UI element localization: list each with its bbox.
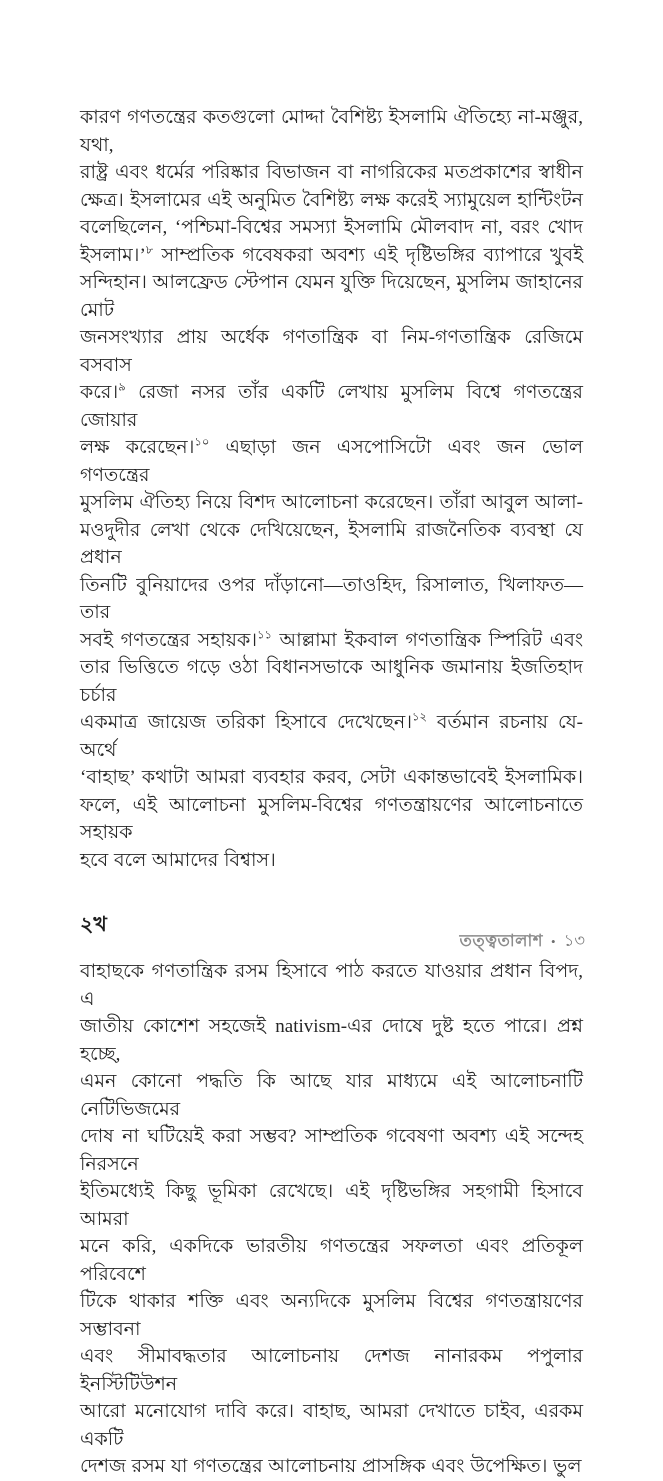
text-line: আরো মনোযোগ দাবি করে। বাহাছ, আমরা দেখাতে চাইব, এরকম একটি [80, 1401, 583, 1450]
text-line: ফলে, এই আলোচনা মুসলিম-বিশ্বের গণতন্ত্রায়ণের আলোচনাতে সহায়ক [80, 794, 583, 843]
text-line: তিনটি বুনিয়াদের ওপর দাঁড়ানো—তাওহিদ, রিসালাত, খিলাফত—তার [80, 574, 583, 623]
text-line: জাতীয় কোশেশ সহজেই nativism-এর দোষে দুষ্ট হতে পারে। প্রশ্ন হচ্ছে, [80, 1016, 583, 1065]
text-line: হবে বলে আমাদের বিশ্বাস। [80, 849, 276, 871]
text-line: সন্দিহান। আলফ্রেড স্টেপান যেমন যুক্তি দিয়েছেন, মুসলিম জাহানের মোট [80, 272, 583, 321]
page-footer [459, 928, 585, 955]
text-line: দেশজ রসম যা গণতন্ত্রের আলোচনায় প্রাসঙ্গিক এবং উপেক্ষিত। ভুল [80, 1456, 582, 1477]
page-content [80, 104, 583, 1481]
text-line: ক্ষেত্র। ইসলামের এই অনুমিত বৈশিষ্ট্য লক্ষ করেই স্যামুয়েল হান্টিংটন [80, 189, 583, 211]
text-line: রাষ্ট্র এবং ধর্মের পরিষ্কার বিভাজন বা নাগরিকের মতপ্রকাশের স্বাধীন [80, 162, 583, 183]
journal-title: তত্ত্বতালাশ [459, 931, 543, 950]
text-line: মওদুদীর লেখা থেকে দেখিয়েছেন, ইসলামি রাজনৈতিক ব্যবস্থা যে প্রধান [80, 519, 583, 568]
text-line: মনে করি, একদিকে ভারতীয় গণতন্ত্রের সফলতা এবং প্রতিকূল পরিবেশে [80, 1236, 583, 1285]
text-line: লক্ষ করেছেন।$^{১০}$ এছাড়া জন এসপোসিটো এবং জন ভোল গণতন্ত্রের [80, 436, 583, 486]
text-line: দোষ না ঘটিয়েই করা সম্ভব? সাম্প্রতিক গবেষণা অবশ্য এই সন্দেহ নিরসনে [80, 1126, 583, 1175]
footnote-marker: ৮ [145, 244, 154, 257]
text-line: টিকে থাকার শক্তি এবং অন্যদিকে মুসলিম বিশ্বের গণতন্ত্রায়ণের সম্ভাবনা [80, 1291, 583, 1340]
page-number: ১৩ [563, 931, 585, 950]
text-line: কারণ গণতন্ত্রের কতগুলো মোদ্দা বৈশিষ্ট্য ইসলামি ঐতিহ্যে না-মঞ্জুর, যথা, [80, 107, 583, 156]
text-line: এবং সীমাবদ্ধতার আলোচনায় দেশজ নানারকম পপুলার ইনস্টিটিউশন [80, 1346, 583, 1395]
text-line: সবই গণতন্ত্রের সহায়ক।$^{১১}$ আল্লামা ইকবাল গণতান্ত্রিক স্পিরিট এবং [80, 629, 583, 651]
text-line: এমন কোনো পদ্ধতি কি আছে যার মাধ্যমে এই আলোচনাটি নেটিভিজমের [80, 1071, 583, 1120]
text-line: ইসলাম।’$^৮$ সাম্প্রতিক গবেষকরা অবশ্য এই দৃষ্টিভঙ্গির ব্যাপারে খুবই [80, 244, 583, 266]
text-line: জনসংখ্যার প্রায় অর্ধেক গণতান্ত্রিক বা নিম-গণতান্ত্রিক রেজিমে বসবাস [80, 327, 583, 376]
footnote-marker: ৯ [118, 381, 126, 394]
text-line: মুসলিম ঐতিহ্য নিয়ে বিশদ আলোচনা করেছেন। তাঁরা আবুল আলা- [80, 492, 583, 513]
text-line: বলেছিলেন, ‘পশ্চিমা-বিশ্বের সমস্যা ইসলামি মৌলবাদ না, বরং খোদ [80, 217, 583, 238]
text-line: করে।$^৯$ রেজা নসর তাঁর একটি লেখায় মুসলিম বিশ্বে গণতন্ত্রের জোয়ার [80, 381, 583, 431]
footnote-marker: ১২ [412, 711, 427, 724]
paragraph-bahas-nativism [80, 958, 583, 1481]
footnote-marker: ১১ [257, 629, 272, 642]
text-line: ইতিমধ্যেই কিছু ভূমিকা রেখেছে। এই দৃষ্টিভঙ্গির সহগামী হিসাবে আমরা [80, 1181, 583, 1230]
text-line: তার ভিত্তিতে গড়ে ওঠা বিধানসভাকে আধুনিক জমানায় ইজতিহাদ চর্চার [80, 657, 583, 706]
text-line: একমাত্র জায়েজ তরিকা হিসাবে দেখেছেন।$^{১২}$ বর্তমান রচনায় যে-অর্থে [80, 711, 583, 761]
footer-bullet-icon: • [551, 933, 556, 949]
section-heading: ২খ [80, 914, 107, 936]
text-line: ‘বাহাছ’ কথাটা আমরা ব্যবহার করব, সেটা একান্তভাবেই ইসলামিক। [80, 767, 583, 788]
paragraph-islam-democracy [80, 104, 583, 874]
footnote-marker: ১০ [194, 436, 210, 449]
text-line: বাহাছকে গণতান্ত্রিক রসম হিসাবে পাঠ করতে যাওয়ার প্রধান বিপদ, এ [80, 961, 583, 1010]
